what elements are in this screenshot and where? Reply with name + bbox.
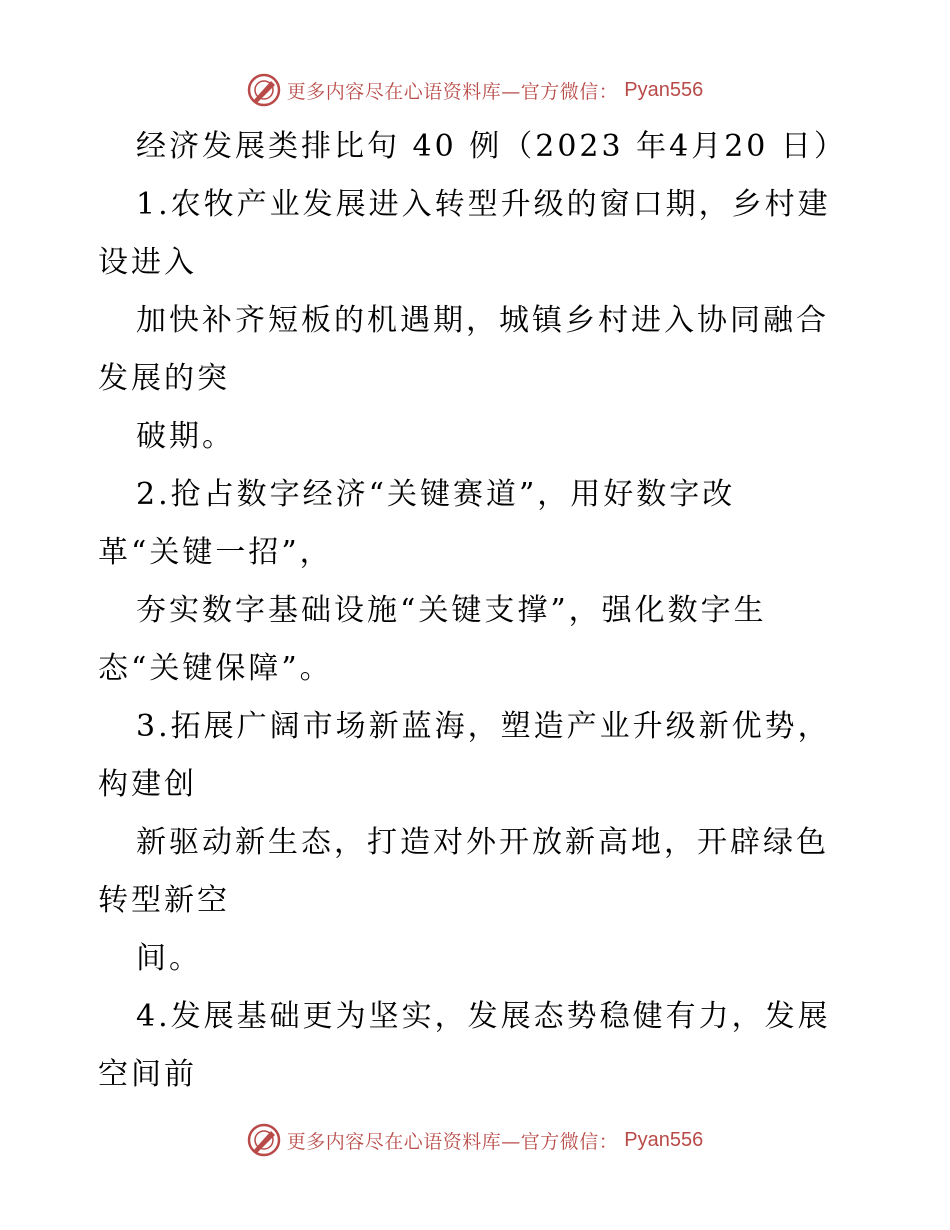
watermark-text: 更多内容尽在心语资料库—官方微信： — [286, 1130, 619, 1153]
text-line: 1.农牧产业发展进入转型升级的窗口期，乡村建 — [136, 187, 831, 222]
text-line: 破期。 — [136, 419, 235, 454]
text-line: 3.拓展广阔市场新蓝海，塑造产业升级新优势， — [136, 709, 831, 744]
text-line: 革“关键一招”， — [98, 535, 333, 570]
document-title: 经济发展类排比句 40 例（2023 年4月20 日） — [136, 129, 847, 164]
text-line: 4.发展基础更为坚实，发展态势稳健有力，发展 — [136, 999, 831, 1034]
watermark-text: 更多内容尽在心语资料库—官方微信： — [286, 80, 619, 103]
text-line: 新驱动新生态，打造对外开放新高地，开辟绿色 — [136, 825, 829, 860]
text-line: 转型新空 — [98, 883, 230, 918]
text-line: 发展的突 — [98, 361, 230, 396]
text-line: 设进入 — [98, 245, 197, 280]
text-line: 加快补齐短板的机遇期，城镇乡村进入协同融合 — [136, 303, 829, 338]
text-line: 间。 — [136, 941, 202, 976]
text-line: 态“关键保障”。 — [98, 651, 333, 686]
pen-logo-icon — [247, 73, 281, 107]
watermark-wechat-id: Pyan556 — [624, 78, 704, 101]
document-body — [98, 118, 858, 1104]
watermark-wechat-id: Pyan556 — [624, 1128, 704, 1151]
footer-watermark — [0, 1122, 950, 1158]
text-line: 构建创 — [98, 767, 197, 802]
text-line: 夯实数字基础设施“关键支撑”，强化数字生 — [136, 593, 767, 628]
text-line: 空间前 — [98, 1057, 197, 1092]
pen-logo-icon — [247, 1123, 281, 1157]
header-watermark — [0, 72, 950, 108]
text-line: 2.抢占数字经济“关键赛道”，用好数字改 — [136, 477, 736, 512]
